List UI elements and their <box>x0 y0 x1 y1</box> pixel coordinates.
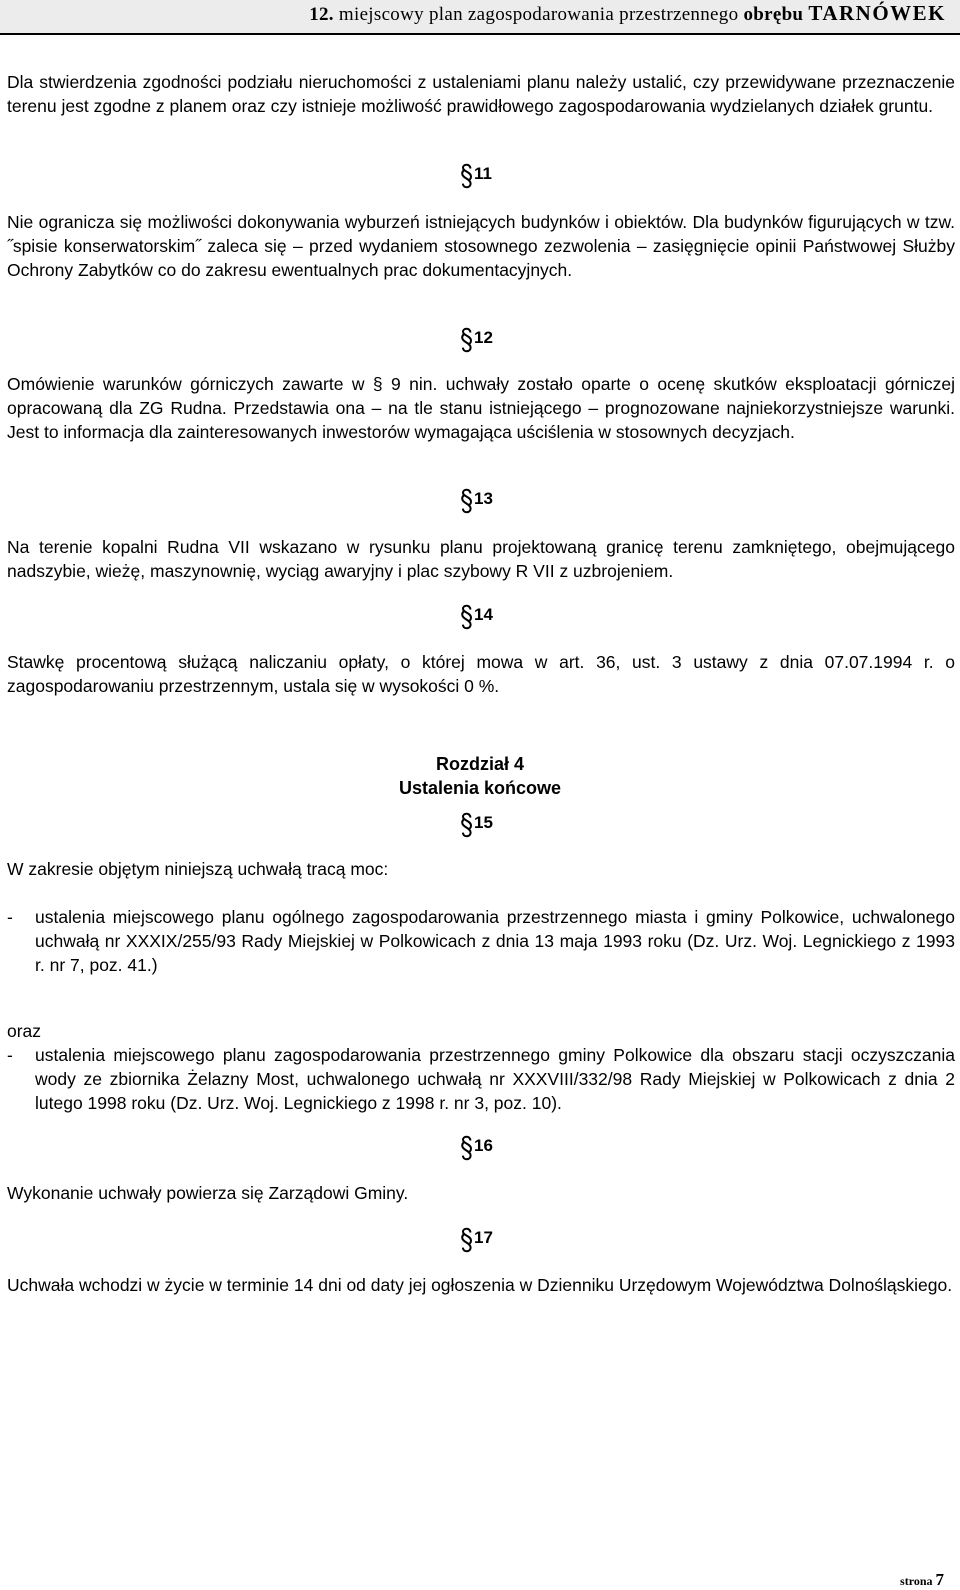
list-item-text: ustalenia miejscowego planu zagospodarowania przestrzennego gminy Polkowice dla obszaru stacji oczyszczania wody ze zbiornika Żelazny Most, uchwalonego uchwałą nr XXXVIII/332/98 Rady Miejskiej w Polkowicach z dnia 2 lutego 1998 roku (Dz. Urz. Woj. Legnickiego z 1998 r. nr 3, poz. 10). <box>35 1045 955 1113</box>
section-17-heading <box>0 1225 960 1255</box>
section-sign-icon <box>460 161 474 191</box>
header-title: miejscowy plan zagospodarowania przestrzennego <box>338 4 739 25</box>
section-13-heading <box>0 486 960 516</box>
footer-label: strona <box>900 1574 933 1588</box>
chapter-subtitle: Ustalenia końcowe <box>398 778 562 798</box>
header-title-obrebu: obrębu <box>743 4 804 25</box>
header-number: 12. <box>309 4 334 25</box>
section-15-intro: W zakresie objętym niniejszą uchwałą tracą moc: <box>7 859 389 879</box>
section-sign-icon <box>460 486 474 516</box>
page-number: 7 <box>935 1570 944 1589</box>
section-sign-icon <box>460 602 474 632</box>
section-sign-icon <box>460 810 474 840</box>
repealed-plan-item-1 <box>7 905 955 977</box>
list-item-text: ustalenia miejscowego planu ogólnego zagospodarowania przestrzennego miasta i gminy Polkowice, uchwalonego uchwałą nr XXXIX/255/93 Rady Miejskiej w Polkowicach z dnia 13 maja 1993 roku (Dz. Urz. Woj. Legnickiego z 1993 r. nr 7, poz. 41.) <box>35 907 955 975</box>
list-dash: - <box>7 1045 13 1065</box>
conjunction-oraz: oraz <box>7 1021 42 1041</box>
section-number: 17 <box>474 1228 493 1247</box>
section-number: 16 <box>474 1136 493 1155</box>
section-sign-icon <box>460 1133 474 1163</box>
section-16-text: Wykonanie uchwały powierza się Zarządowi Gminy. <box>7 1183 409 1203</box>
section-17-text: Uchwała wchodzi w życie w terminie 14 dni od daty jej ogłoszenia w Dzienniku Urzędowym Województwa Dolnośląskiego. <box>7 1275 953 1295</box>
section-11-heading <box>0 161 960 191</box>
section-12-text: Omówienie warunków górniczych zawarte w § 9 nin. uchwały zostało oparte o ocenę skutków eksploatacji górniczej opracowaną dla ZG Rudna. Przedstawia ona – na tle stanu istniejącego – prognozowane najniekorzystniejsze warunki. Jest to informacja dla zainteresowanych inwestorów wymagająca uściślenia w stosownych decyzjach. <box>7 374 955 442</box>
section-sign-icon <box>460 1225 474 1255</box>
section-13-text: Na terenie kopalni Rudna VII wskazano w rysunku planu projektowaną granicę terenu zamkniętego, obejmującego nadszybie, wieżę, maszynownię, wyciąg awaryjny i plac szybowy R VII z uzbrojeniem. <box>7 537 955 581</box>
section-number: 11 <box>474 164 492 183</box>
section-15-heading <box>0 810 960 840</box>
repealed-plan-item-2 <box>7 1043 955 1115</box>
section-14-heading <box>0 602 960 632</box>
page-header <box>0 0 960 35</box>
section-number: 14 <box>474 605 493 624</box>
intro-paragraph: Dla stwierdzenia zgodności podziału nieruchomości z ustaleniami planu należy ustalić, czy przewidywane przeznaczenie terenu jest zgodne z planem oraz czy istnieje możliwość prawidłowego zagospodarowania wydzielanych działek gruntu. <box>7 72 955 116</box>
section-number: 12 <box>474 328 493 347</box>
section-16-heading <box>0 1133 960 1163</box>
header-place-name: TARNÓWEK <box>808 1 946 25</box>
section-11-text: Nie ogranicza się możliwości dokonywania wyburzeń istniejących budynków i obiektów. Dla budynków figurujących w tzw. ˝spisie konserwatorskim˝ zaleca się – przed wydaniem stosownego zezwolenia – zasięgnięcie opinii Państwowej Służby Ochrony Zabytków co do zakresu ewentualnych prac dokumentacyjnych. <box>7 212 955 280</box>
section-number: 15 <box>474 813 493 832</box>
chapter-title: Rozdział 4 <box>435 754 524 774</box>
section-sign-icon <box>460 325 474 355</box>
section-12-heading <box>0 325 960 355</box>
page-footer <box>900 1570 944 1590</box>
section-14-text: Stawkę procentową służącą naliczaniu opłaty, o której mowa w art. 36, ust. 3 ustawy z dnia 07.07.1994 r. o zagospodarowaniu przestrzennym, ustala się w wysokości 0 %. <box>7 652 955 696</box>
section-number: 13 <box>474 489 493 508</box>
list-dash: - <box>7 907 13 927</box>
